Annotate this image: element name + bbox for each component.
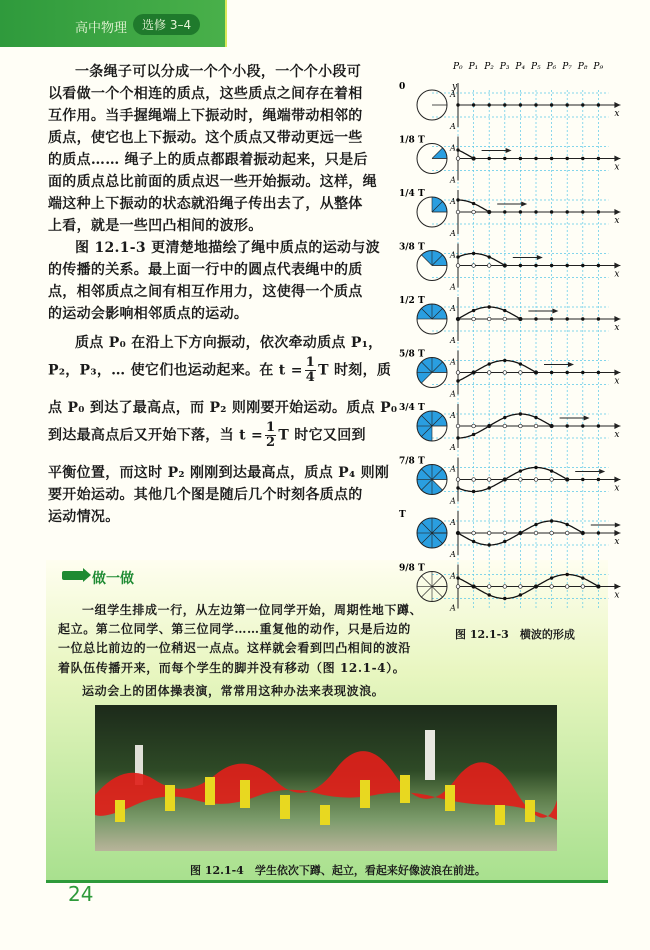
text-line: 点，相邻质点之间有相互作用力，这使得一个质点: [48, 284, 363, 300]
particle: [550, 371, 553, 374]
rest-position: [472, 531, 476, 535]
amplitude-label: A: [450, 389, 456, 399]
phase-fill: [432, 148, 447, 159]
rest-position: [503, 371, 507, 375]
rest-position: [534, 424, 538, 428]
page-number: 24: [68, 882, 94, 906]
particle: [566, 478, 569, 481]
particle: [581, 424, 584, 427]
text-line: 要开始运动。其他几个图是随后几个时刻各质点的: [48, 487, 363, 503]
time-label: 9/8 T: [399, 563, 425, 574]
rest-position: [519, 424, 523, 428]
particle: [550, 264, 553, 267]
particle: [534, 371, 537, 374]
particle: [519, 412, 522, 415]
particle: [581, 210, 584, 213]
time-label: 1/2 T: [399, 296, 425, 306]
particle: [566, 157, 569, 160]
particle: [456, 436, 459, 439]
time-label: 7/8 T: [399, 456, 425, 467]
particle: [519, 317, 522, 320]
particle: [550, 576, 553, 579]
particle: [597, 371, 600, 374]
amplitude-label: A: [450, 229, 456, 238]
amplitude-label: A: [450, 175, 456, 185]
particle: [472, 585, 475, 588]
rest-position: [456, 210, 460, 214]
header-band: [0, 0, 227, 47]
text-line: 点 P₀ 到达了最高点，而 P₂ 则刚要开始运动。质点 P₀: [48, 400, 398, 416]
amplitude-label: A: [450, 518, 456, 527]
particle: [597, 531, 600, 534]
particle: [566, 210, 569, 213]
x-axis-label: x: [614, 216, 620, 226]
particle: [566, 317, 569, 320]
rest-position: [456, 424, 460, 428]
rest-position: [487, 585, 491, 589]
particle: [503, 309, 506, 312]
particle: [597, 210, 600, 213]
text-line: 端这种上下振动的状态就沿绳子传出去了，从整体: [48, 196, 363, 212]
rest-position: [581, 585, 585, 589]
amplitude-label: A: [450, 143, 456, 153]
amplitude-label: A: [450, 464, 456, 474]
particle: [566, 523, 569, 526]
particle: [581, 157, 584, 160]
particle: [488, 103, 491, 106]
amplitude-label: A: [450, 90, 456, 99]
particle: [519, 593, 522, 596]
particle: [566, 424, 569, 427]
particle: [566, 573, 569, 576]
amplitude-label: A: [450, 496, 456, 506]
particle: [534, 466, 537, 469]
x-axis-arrow: [614, 530, 620, 536]
text-line: 的运动会影响相邻质点的运动。: [48, 306, 249, 322]
particle: [488, 305, 491, 308]
particle: [456, 148, 459, 151]
amplitude-label: A: [450, 304, 456, 313]
text-line: 互作用。当手握绳端上下振动时，绳端带动相邻的: [48, 108, 363, 124]
point-label: P₄: [515, 62, 526, 72]
particle: [534, 585, 537, 588]
point-label: P₀: [453, 62, 463, 72]
point-label: P₅: [531, 62, 541, 72]
text-line: 的质点…… 绳子上的质点都跟着振动起来，只是后: [48, 152, 368, 168]
rest-position: [456, 371, 460, 375]
activity-line: 起立。第二位同学、第三位同学……重复他的动作，只是后边的: [58, 622, 411, 636]
particle: [472, 309, 475, 312]
x-axis-arrow: [614, 209, 620, 215]
point-label: P₃: [499, 62, 510, 72]
particle: [456, 576, 459, 579]
text-line: 一条绳子可以分成一个个小段，一个个小段可: [75, 64, 361, 80]
particle: [503, 210, 506, 213]
denominator: 4: [305, 370, 316, 385]
point-label: P₂: [484, 62, 494, 72]
propagation-arrowhead: [552, 309, 558, 314]
particle: [581, 317, 584, 320]
text-segment: T 时刻，质: [318, 362, 392, 379]
text-line: 的传播的关系。最上面一行中的圆点代表绳中的质: [48, 262, 363, 278]
particle: [550, 424, 553, 427]
time-label: 3/4 T: [399, 403, 425, 413]
x-axis-label: x: [614, 430, 620, 440]
particle: [488, 486, 491, 489]
rest-position: [550, 478, 554, 482]
subject-title: 高中物理: [75, 21, 128, 36]
propagation-arrowhead: [584, 416, 590, 421]
amplitude-label: A: [450, 603, 456, 613]
particle: [519, 469, 522, 472]
activity-line: 运动会上的团体操表演，常常用这种办法来表现波浪。: [82, 684, 385, 698]
wave-curve: [458, 361, 536, 382]
rest-position: [534, 478, 538, 482]
x-axis-label: x: [614, 483, 620, 494]
particle: [456, 103, 459, 106]
particle: [456, 317, 459, 320]
x-axis-label: x: [614, 376, 620, 387]
particle: [581, 103, 584, 106]
particle: [550, 519, 553, 522]
rest-position: [565, 531, 569, 535]
particle: [519, 103, 522, 106]
time-label: 1/4 T: [399, 189, 425, 199]
x-axis-arrow: [614, 477, 620, 483]
propagation-arrowhead: [615, 523, 621, 528]
particle: [581, 478, 584, 481]
numerator: 1: [305, 355, 316, 370]
particle: [534, 210, 537, 213]
phase-divider: [421, 587, 432, 598]
text-line: 质点 P₀ 在沿上下方向振动，依次牵动质点 P₁，: [75, 335, 383, 351]
amplitude-label: A: [450, 336, 456, 345]
rest-position: [456, 157, 460, 161]
students-wave-photo: [95, 705, 557, 851]
transverse-wave-figure: [395, 55, 625, 625]
particle: [472, 540, 475, 543]
x-axis-arrow: [614, 423, 620, 429]
rest-position: [472, 264, 476, 268]
particle: [534, 103, 537, 106]
rest-position: [487, 478, 491, 482]
x-axis-arrow: [614, 102, 620, 108]
x-axis-label: x: [614, 590, 620, 601]
particle: [519, 210, 522, 213]
rest-position: [456, 478, 460, 482]
footer-rule: [46, 880, 608, 883]
rest-position: [550, 585, 554, 589]
particle: [534, 157, 537, 160]
amplitude-label: A: [450, 571, 456, 581]
text-line: 面的质点总比前面的质点迟一些开始振动。这样，绳: [48, 174, 377, 190]
particle: [597, 264, 600, 267]
rest-position: [503, 531, 507, 535]
time-label: 1/8 T: [399, 135, 425, 146]
particle: [581, 264, 584, 267]
particle: [550, 317, 553, 320]
particle: [503, 478, 506, 481]
particle: [519, 362, 522, 365]
time-label: 5/8 T: [399, 349, 425, 360]
x-axis-label: x: [614, 109, 620, 119]
text-line: 上看，就是一些凹凸相间的波形。: [48, 218, 263, 234]
rest-position: [519, 371, 523, 375]
arrow-icon: [62, 571, 84, 580]
text-line: 以看做一个个相连的质点，这些质点之间存在着相: [48, 86, 363, 102]
point-label: P₇: [562, 62, 572, 72]
wave-curve: [458, 254, 503, 265]
activity-line: 着队伍传播开来，而每个学生的脚并没有移动（图 12.1-4）。: [58, 661, 406, 675]
particle: [488, 210, 491, 213]
activity-line: 一组学生排成一行，从左边第一位同学开始，周期性地下蹲、: [82, 603, 423, 617]
particle: [503, 416, 506, 419]
rest-position: [503, 317, 507, 321]
rest-position: [550, 531, 554, 535]
text-line: 图 12.1-3 更清楚地描绘了绳中质点的运动与波: [75, 240, 380, 256]
rest-position: [503, 424, 507, 428]
propagation-arrowhead: [521, 202, 527, 207]
particle: [581, 371, 584, 374]
rest-position: [487, 317, 491, 321]
particle: [503, 359, 506, 362]
particle: [488, 593, 491, 596]
activity-line: 一位总比前边的一位稍迟一点点。这样就会看到凹凸相间的波沿: [58, 641, 411, 655]
rest-position: [456, 264, 460, 268]
particle: [456, 198, 459, 201]
rest-position: [519, 585, 523, 589]
text-line-fraction: [48, 356, 391, 385]
propagation-arrowhead: [599, 469, 605, 474]
particle: [488, 424, 491, 427]
particle: [597, 478, 600, 481]
particle: [472, 252, 475, 255]
particle: [597, 424, 600, 427]
phase-divider: [432, 576, 443, 587]
particle: [488, 543, 491, 546]
particle: [488, 255, 491, 258]
point-label: P₉: [593, 62, 604, 72]
amplitude-label: A: [450, 550, 456, 559]
propagation-arrowhead: [568, 362, 574, 367]
amplitude-label: A: [450, 282, 456, 292]
denominator: 2: [266, 435, 276, 450]
x-axis-arrow: [614, 584, 620, 590]
x-axis-label: x: [614, 323, 620, 333]
particle: [503, 597, 506, 600]
particle: [472, 202, 475, 205]
rest-position: [534, 531, 538, 535]
particle: [597, 157, 600, 160]
particle: [534, 523, 537, 526]
rest-position: [456, 585, 460, 589]
propagation-arrowhead: [537, 255, 543, 260]
amplitude-label: A: [450, 411, 456, 420]
particle: [597, 103, 600, 106]
time-label: 3/8 T: [399, 242, 425, 253]
y-axis-label: y: [452, 82, 458, 92]
rest-position: [472, 317, 476, 321]
particle: [534, 416, 537, 419]
particle: [581, 576, 584, 579]
text-line: 平衡位置，而这时 P₂ 刚刚到达最高点，质点 P₄ 则刚: [48, 465, 390, 481]
particle: [550, 157, 553, 160]
particle: [472, 490, 475, 493]
particle: [566, 103, 569, 106]
text-line: 质点，使它也上下振动。这个质点又带动更远一些: [48, 130, 363, 146]
text-segment: P₂，P₃，… 使它们也运动起来。在 t =: [48, 362, 303, 379]
amplitude-label: A: [450, 250, 456, 260]
particle: [488, 362, 491, 365]
particle: [456, 531, 459, 534]
particle: [550, 103, 553, 106]
x-axis-arrow: [614, 370, 620, 376]
particle: [503, 540, 506, 543]
amplitude-label: A: [450, 122, 456, 131]
text-segment: T 时它又回到: [278, 427, 366, 444]
x-axis-label: x: [614, 269, 620, 280]
particle: [503, 157, 506, 160]
phase-divider: [432, 587, 443, 598]
propagation-arrowhead: [506, 148, 512, 153]
rest-position: [565, 585, 569, 589]
rest-position: [472, 478, 476, 482]
particle: [472, 157, 475, 160]
particle: [519, 531, 522, 534]
rest-position: [519, 478, 523, 482]
particle: [503, 264, 506, 267]
phase-divider: [421, 576, 432, 587]
x-axis-arrow: [614, 156, 620, 162]
module-badge: 选修 3–4: [133, 14, 200, 35]
point-label: P₁: [468, 62, 479, 72]
particle: [488, 157, 491, 160]
rest-position: [487, 531, 491, 535]
particle: [472, 371, 475, 374]
particle: [534, 317, 537, 320]
particle: [456, 255, 459, 258]
numerator: 1: [266, 420, 276, 435]
particle: [472, 433, 475, 436]
particle: [550, 210, 553, 213]
particle: [456, 379, 459, 382]
time-label: T: [399, 510, 406, 520]
x-axis-arrow: [614, 316, 620, 322]
fraction: [265, 421, 276, 450]
amplitude-label: A: [450, 357, 456, 367]
x-axis-label: x: [614, 537, 620, 547]
particle: [566, 371, 569, 374]
x-axis-label: x: [614, 162, 620, 173]
particle: [534, 264, 537, 267]
particle: [519, 157, 522, 160]
point-label: P₈: [577, 62, 588, 72]
figure-caption: 图 12.1-3 横波的形成: [455, 628, 575, 641]
text-line-fraction: [48, 421, 366, 450]
rest-position: [487, 371, 491, 375]
particle: [597, 585, 600, 588]
x-axis-arrow: [614, 263, 620, 269]
point-label: P₆: [546, 62, 557, 72]
particle: [566, 264, 569, 267]
fraction: [305, 356, 316, 385]
particle: [503, 103, 506, 106]
amplitude-label: A: [450, 443, 456, 452]
wave-curve: [458, 150, 474, 159]
rest-position: [503, 585, 507, 589]
particle: [472, 103, 475, 106]
text-line: 运动情况。: [48, 509, 120, 525]
rest-position: [487, 264, 491, 268]
particle: [519, 264, 522, 267]
photo-caption: 图 12.1-4 学生依次下蹲、起立，看起来好像波浪在前进。: [190, 864, 486, 877]
time-label: 0: [399, 82, 406, 92]
rest-position: [472, 424, 476, 428]
text-segment: 到达最高点后又开始下落，当 t =: [48, 427, 264, 444]
particle: [581, 531, 584, 534]
amplitude-label: A: [450, 197, 456, 206]
particle: [550, 469, 553, 472]
rest-position: [472, 210, 476, 214]
wave-curve: [458, 200, 488, 211]
particle: [456, 486, 459, 489]
particle: [597, 317, 600, 320]
activity-title: 做一做: [92, 571, 134, 587]
